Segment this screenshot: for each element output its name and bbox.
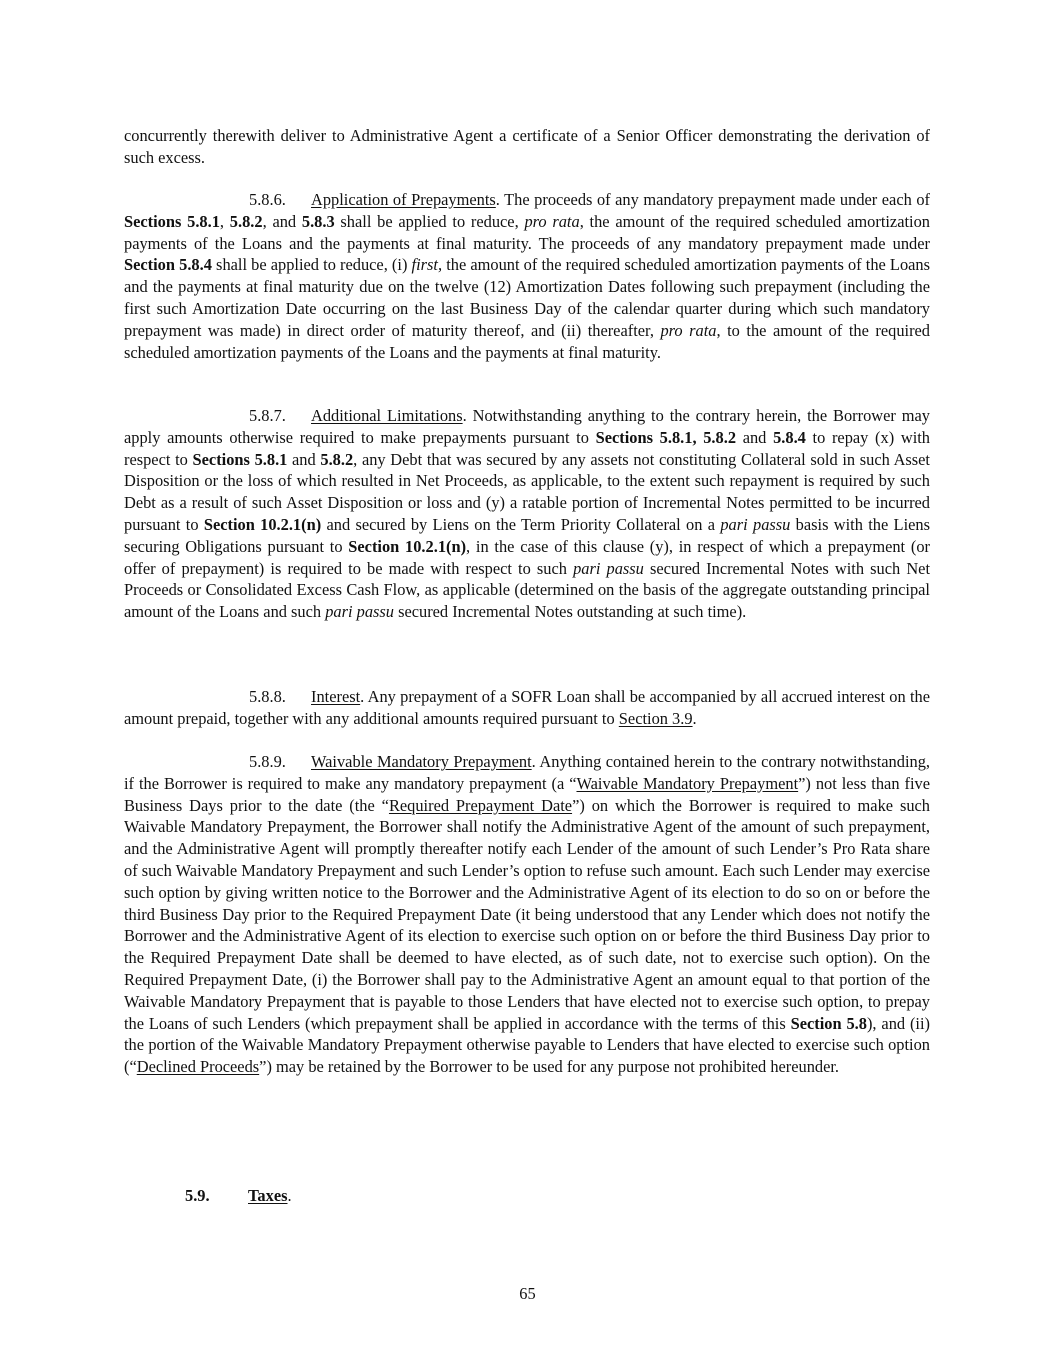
defined-term: Waivable Mandatory Prepayment <box>576 773 799 793</box>
section-number: 5.8.6. <box>249 190 286 209</box>
section-5-8-8-paragraph: 5.8.8. Interest. Any prepayment of a SOFR Loan shall be accompanied by all accrued interest on the amount prepaid, together with any additional amounts required pursuant to Section 3.9. <box>124 687 930 728</box>
cross-reference: Section 3.9 <box>618 708 693 728</box>
section-title: Application of Prepayments <box>311 190 496 209</box>
defined-term: Declined Proceeds <box>136 1057 260 1077</box>
section-number: 5.8.7. <box>249 406 286 425</box>
section-number: 5.8.9. <box>249 752 286 771</box>
section-5-8-6-paragraph: 5.8.6. Application of Prepayments. The proceeds of any mandatory prepayment made under each of Sections 5.8.1, 5.8.2, and 5.8.3 shall be applied to reduce, pro rata, the amount of the required scheduled amortization payments of the Loans and the payments at final maturity. The proceeds of any mandatory prepayment made under Section 5.8.4 shall be applied to reduce, (i) first, the amount of the required scheduled amortization payments of the Loans and the payments at final maturity due on the twelve (12) Amortization Dates following such prepayment (including the first such Amortization Date occurring on the last Business Day of the calendar quarter during which such mandatory prepayment was made) in direct order of maturity thereof, and (ii) thereafter, pro rata, to the amount of the required scheduled amortization payments of the Loans and the payments at final maturity. <box>124 190 930 362</box>
section-title: Additional Limitations <box>311 406 463 425</box>
section-number: 5.8.8. <box>249 687 286 706</box>
defined-term: Required Prepayment Date <box>388 795 573 815</box>
intro-paragraph: concurrently therewith deliver to Administrative Agent a certificate of a Senior Officer demonstrating the derivation of such excess. <box>124 126 930 167</box>
section-5-8-7-paragraph: 5.8.7. Additional Limitations. Notwithstanding anything to the contrary herein, the Borrower may apply amounts otherwise required to make prepayments pursuant to Sections 5.8.1, 5.8.2 and 5.8.4 to repay (x) with respect to Sections 5.8.1 and 5.8.2, any Debt that was secured by any assets not constituting Collateral sold in such Asset Disposition or the loss of which resulted in Net Proceeds, as applicable, to the extent such repayment is required by such Debt as a result of such Asset Disposition or loss and (y) a ratable portion of Incremental Notes permitted to be incurred pursuant to Section 10.2.1(n) and secured by Liens on the Term Priority Collateral on a pari passu basis with the Liens securing Obligations pursuant to Section 10.2.1(n), in the case of this clause (y), in respect of which a prepayment (or offer of prepayment) is required to be made with respect to such pari passu secured Incremental Notes with such Net Proceeds or Consolidated Excess Cash Flow, as applicable (determined on the basis of the aggregate outstanding principal amount of the Loans and such pari passu secured Incremental Notes outstanding at such time). <box>124 406 931 622</box>
section-5-9-heading: 5.9. Taxes. <box>185 1186 292 1205</box>
section-title: Taxes <box>248 1186 288 1205</box>
section-title: Waivable Mandatory Prepayment <box>311 752 532 771</box>
section-title: Interest <box>311 687 361 706</box>
section-5-8-9-paragraph: 5.8.9. Waivable Mandatory Prepayment. Anything contained herein to the contrary notwithstanding, if the Borrower is required to make any mandatory prepayment (a “Waivable Mandatory Prepayment”) not less than five Business Days prior to the date (the “Required Prepayment Date”) on which the Borrower is required to make such Waivable Mandatory Prepayment, the Borrower shall notify the Administrative Agent of the amount of such prepayment, and the Administrative Agent will promptly thereafter notify each Lender of the amount of such Lender’s Pro Rata share of such Waivable Mandatory Prepayment and such Lender’s option to refuse such amount. Each such Lender may exercise such option by giving written notice to the Borrower and the Administrative Agent of its election to do so on or before the third Business Day prior to the Required Prepayment Date (it being understood that any Lender which does not notify the Borrower and the Administrative Agent of its election to exercise such option on or before the third Business Day prior to the Required Prepayment Date shall be deemed to have elected, as of such date, not to exercise such option). On the Required Prepayment Date, (i) the Borrower shall pay to the Administrative Agent an amount equal to that portion of the Waivable Mandatory Prepayment that is payable to those Lenders that have elected not to exercise such option, to prepay the Loans of such Lenders (which prepayment shall be applied in accordance with the terms of this Section 5.8), and (ii) the portion of the Waivable Mandatory Prepayment otherwise payable to Lenders that have elected to exercise such option (“Declined Proceeds”) may be retained by the Borrower to be used for any purpose not prohibited hereunder. <box>124 752 930 1077</box>
section-number: 5.9. <box>185 1186 210 1205</box>
page-number: 65 <box>519 1284 536 1303</box>
